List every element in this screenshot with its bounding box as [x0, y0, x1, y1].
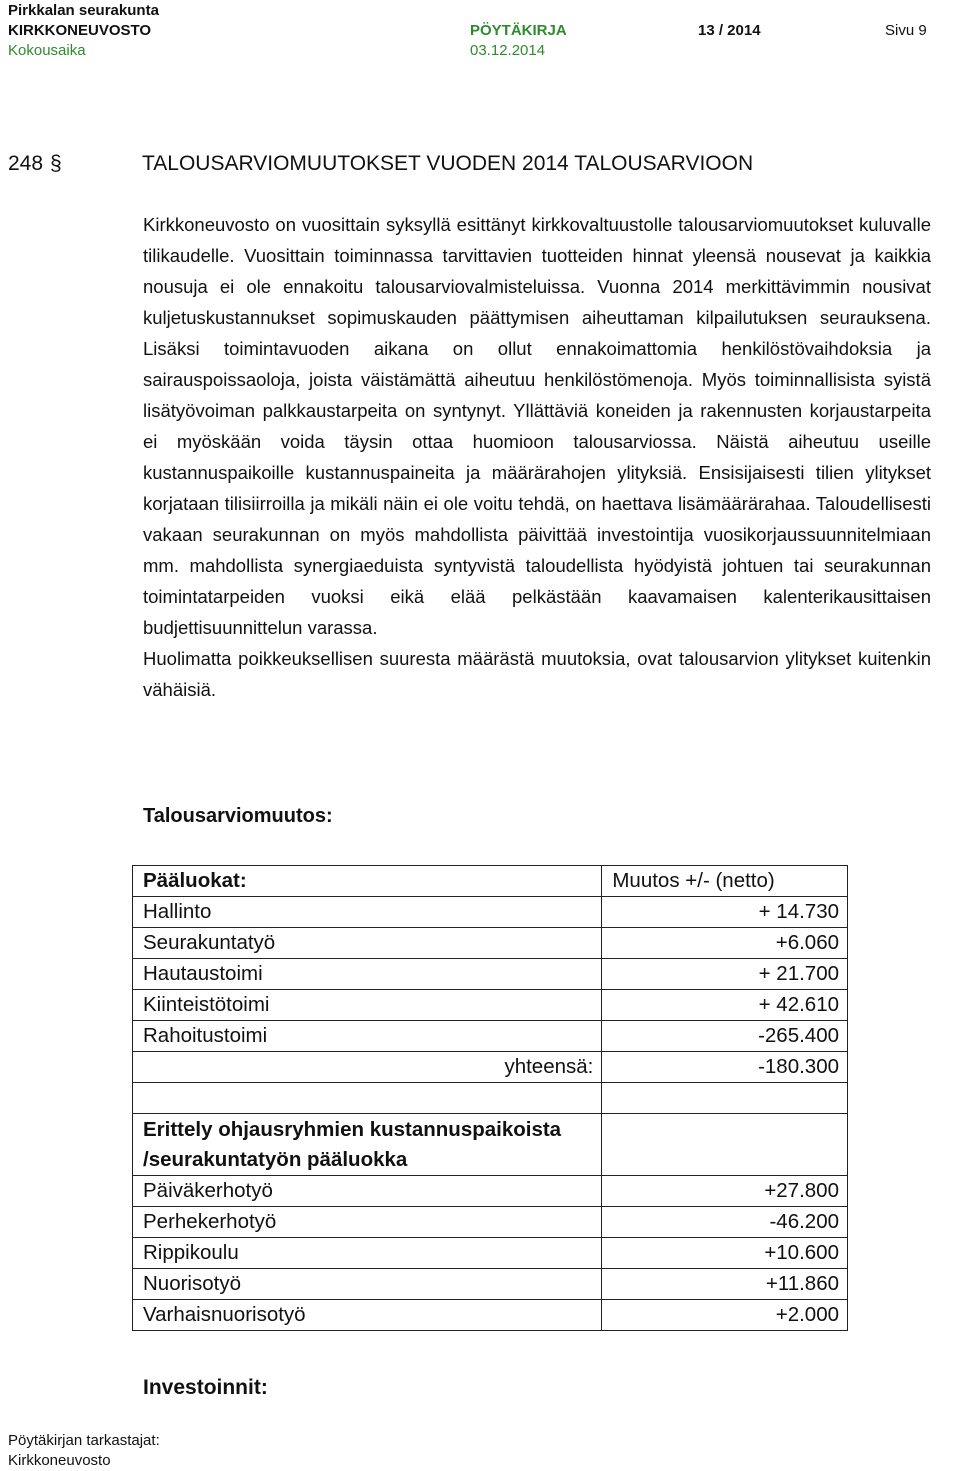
- table-row: [133, 1269, 848, 1300]
- footer-value: Kirkkoneuvosto: [8, 1452, 111, 1469]
- row-value: +6.060: [602, 928, 848, 959]
- table-row: [133, 1300, 848, 1331]
- total-row: [133, 1052, 848, 1083]
- row-value: +2.000: [602, 1300, 848, 1331]
- row-label: Perhekerhotyö: [133, 1207, 602, 1238]
- table-row: [133, 959, 848, 990]
- table-header-row: [133, 866, 848, 897]
- row-label: Päiväkerhotyö: [133, 1176, 602, 1207]
- section-number: 248: [8, 152, 44, 175]
- body-paragraph-2: Huolimatta poikkeuksellisen suuresta määrästä muutoksia, ovat talousarvion ylitykset kuitenkin vähäisiä.: [143, 648, 931, 700]
- table-row: [133, 1176, 848, 1207]
- header-row: [8, 22, 940, 42]
- budget-table: [132, 865, 848, 1331]
- row-label: Nuorisotyö: [133, 1269, 602, 1300]
- row-value: -265.400: [602, 1021, 848, 1052]
- row-value: +10.600: [602, 1238, 848, 1269]
- row-value: + 21.700: [602, 959, 848, 990]
- body-paragraph-1: Kirkkoneuvosto on vuosittain syksyllä esittänyt kirkkovaltuustolle talousarviomuutokset kuluvalle tilikaudelle. Vuosittain toiminnassa tarvittavien tuotteiden hinnat yleensä nousevat ja kaikkia nousuja ei ole ennakoitu talousarviovalmisteluissa. Vuonna 2014 merkittävimmin nousivat kuljetuskustannukset sopimuskauden päättymisen aiheuttaman kilpailutuksen seurauksena. Lisäksi toimintavuoden aikana on ollut ennakoimattomia henkilöstövaihdoksia ja sairauspoissaoloja, joista väistämättä aiheutuu henkilöstömenoja. Myös toiminnallisista syistä lisätyövoiman palkkaustarpeita on syntynyt. Yllättäviä koneiden ja rakennusten korjaustarpeita ei myöskään voida täysin ottaa huomioon talousarviossa. Näistä aiheutuu useille kustannuspaikoille kustannuspaineita ja määrärahojen ylityksiä. Ensisijaisesti tilien ylitykset korjataan tilisiirroilla ja mikäli näin ei ole voitu tehdä, on haettava lisämäärärahaa. Taloudellisesti vakaan seurakunnan on myös mahdollista päivittää investointija vuosikorjaussuunnitelmiaan mm. mahdollista synergiaeduista syntyvistä taloudellista hyödyistä johtuen tai seurakunnan toimintatarpeiden vuoksi eikä elää pelkästään kaavamaisen kalenterikausittaisen budjettisuunnittelun varassa.: [143, 214, 931, 638]
- document-number: 13 / 2014: [698, 22, 761, 39]
- main-header-value: Muutos +/- (netto): [602, 866, 848, 897]
- total-label: yhteensä:: [133, 1052, 602, 1083]
- organization-name: Pirkkalan seurakunta: [8, 2, 159, 19]
- row-label: Varhaisnuorisotyö: [133, 1300, 602, 1331]
- body-name: KIRKKONEUVOSTO: [8, 22, 152, 39]
- breakdown-heading-line-2: /seurakuntatyön pääluokka: [143, 1147, 408, 1171]
- row-value: + 14.730: [602, 897, 848, 928]
- row-label: Seurakuntatyö: [133, 928, 602, 959]
- empty-cell: [602, 1083, 848, 1114]
- table-row: [133, 990, 848, 1021]
- budget-change-heading: Talousarviomuutos:: [143, 805, 333, 827]
- row-label: Hallinto: [133, 897, 602, 928]
- table-row: [133, 897, 848, 928]
- total-value: -180.300: [602, 1052, 848, 1083]
- table-row: [133, 928, 848, 959]
- table-row: [133, 1021, 848, 1052]
- breakdown-heading: [133, 1114, 602, 1176]
- row-label: Hautaustoimi: [133, 959, 602, 990]
- investments-heading: Investoinnit:: [143, 1376, 268, 1399]
- empty-cell: [133, 1083, 602, 1114]
- table-row: [133, 1207, 848, 1238]
- meeting-date: 03.12.2014: [470, 42, 546, 59]
- header-row-date: [8, 42, 940, 62]
- empty-cell: [602, 1114, 848, 1176]
- table-row: [133, 1238, 848, 1269]
- footer-label: Pöytäkirjan tarkastajat:: [8, 1432, 160, 1449]
- row-label: Rahoitustoimi: [133, 1021, 602, 1052]
- row-value: + 42.610: [602, 990, 848, 1021]
- section-title: [8, 152, 753, 176]
- page-number: Sivu 9: [885, 22, 927, 39]
- row-value: +11.860: [602, 1269, 848, 1300]
- main-header-label: Pääluokat:: [133, 866, 602, 897]
- paragraph-sign: §: [50, 152, 62, 175]
- breakdown-heading-row: [133, 1114, 848, 1176]
- date-label: Kokousaika: [8, 42, 86, 59]
- section-heading: TALOUSARVIOMUUTOKSET VUODEN 2014 TALOUSARVIOON: [142, 152, 754, 175]
- row-label: Kiinteistötoimi: [133, 990, 602, 1021]
- row-value: -46.200: [602, 1207, 848, 1238]
- empty-row: [133, 1083, 848, 1114]
- document-type: PÖYTÄKIRJA: [470, 22, 567, 39]
- row-value: +27.800: [602, 1176, 848, 1207]
- row-label: Rippikoulu: [133, 1238, 602, 1269]
- breakdown-heading-line-1: Erittely ohjausryhmien kustannuspaikoista: [143, 1117, 562, 1141]
- body-text: [143, 209, 931, 705]
